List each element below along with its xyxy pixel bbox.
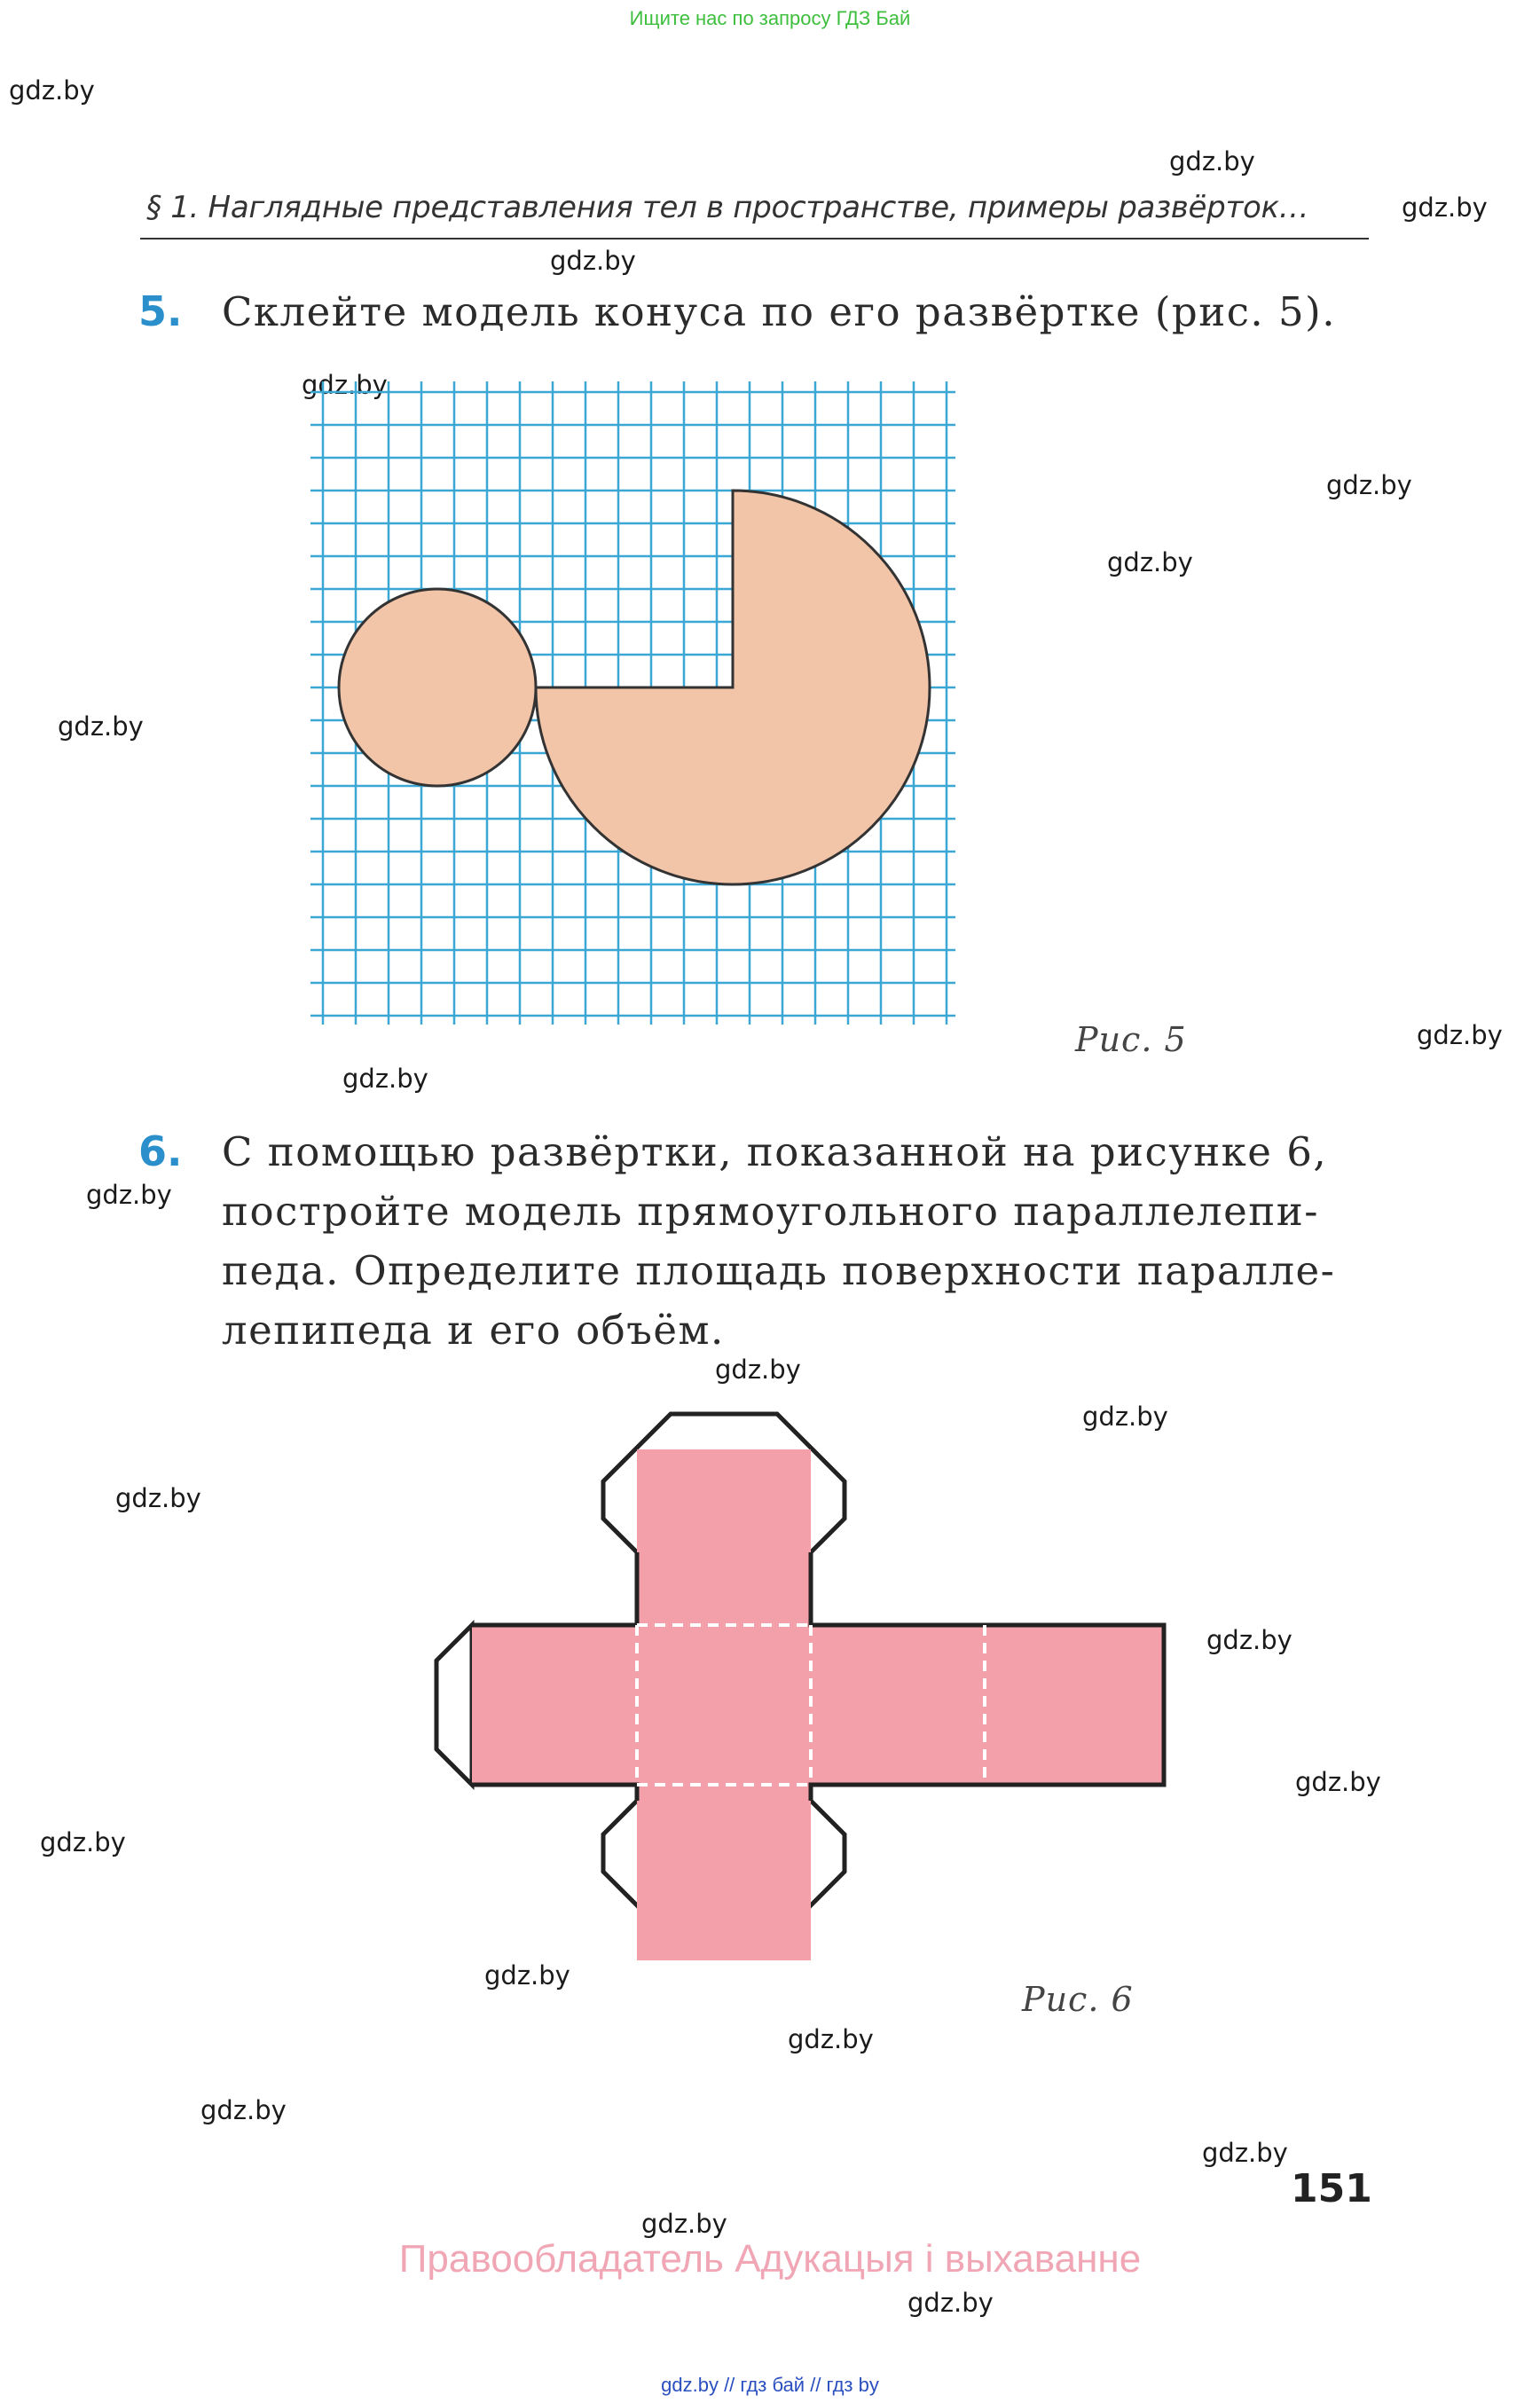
watermark: gdz.by bbox=[58, 711, 144, 742]
section-header: § 1. Наглядные представления тел в пространстве, примеры развёрток… bbox=[146, 190, 1309, 225]
cone-lateral-sector bbox=[536, 491, 930, 884]
task-6-line-4: лепипеда и его объём. bbox=[222, 1307, 725, 1354]
watermark: gdz.by bbox=[342, 1064, 428, 1094]
watermark: gdz.by bbox=[1169, 146, 1255, 177]
watermark: gdz.by bbox=[1326, 470, 1412, 500]
task-5-number: 5. bbox=[138, 287, 183, 335]
cone-base-circle bbox=[339, 589, 536, 786]
task-6-line-2: постройте модель прямоугольного параллелепи- bbox=[222, 1188, 1319, 1235]
figure-5-cone-net bbox=[310, 381, 985, 1064]
watermark: gdz.by bbox=[715, 1355, 801, 1385]
watermark: gdz.by bbox=[1417, 1020, 1503, 1050]
task-5-text: Склейте модель конуса по его развёртке (рис. 5). bbox=[222, 288, 1336, 335]
top-search-note: Ищите нас по запросу ГДЗ Бай bbox=[629, 7, 911, 29]
face-strip bbox=[472, 1625, 1164, 1785]
watermark: gdz.by bbox=[550, 246, 636, 276]
task-6-line-3: педа. Определите площадь поверхности паралле- bbox=[222, 1247, 1336, 1294]
watermark: gdz.by bbox=[1202, 2138, 1288, 2168]
watermark: gdz.by bbox=[1107, 547, 1193, 577]
face-top bbox=[637, 1449, 811, 1625]
watermark: gdz.by bbox=[1295, 1767, 1381, 1797]
watermark: gdz.by bbox=[86, 1180, 172, 1210]
watermark: gdz.by bbox=[484, 1960, 570, 1991]
task-6-line-1: С помощью развёртки, показанной на рисунке 6, bbox=[222, 1128, 1328, 1175]
header-divider bbox=[140, 238, 1369, 240]
watermark: gdz.by bbox=[9, 75, 95, 106]
watermark: gdz.by bbox=[200, 2095, 287, 2125]
watermark: gdz.by bbox=[302, 370, 388, 400]
watermark: gdz.by bbox=[115, 1483, 201, 1513]
copyright-notice: Правообладатель Адукацыя і выхаванне bbox=[398, 2237, 1142, 2281]
page-number: 151 bbox=[1291, 2166, 1372, 2211]
figure-6-caption: Рис. 6 bbox=[1022, 1980, 1134, 2019]
watermark: gdz.by bbox=[1082, 1402, 1168, 1432]
footer-links: gdz.by // гдз бай // гдз by bbox=[661, 2374, 879, 2396]
figure-6-box-net bbox=[417, 1410, 1171, 2022]
watermark: gdz.by bbox=[1402, 192, 1488, 223]
face-bottom bbox=[637, 1785, 811, 1960]
watermark: gdz.by bbox=[40, 1827, 126, 1857]
figure-5-caption: Рис. 5 bbox=[1075, 1020, 1187, 1059]
watermark: gdz.by bbox=[908, 2288, 994, 2318]
task-6-number: 6. bbox=[138, 1127, 183, 1175]
watermark: gdz.by bbox=[788, 2024, 874, 2054]
watermark: gdz.by bbox=[641, 2209, 727, 2239]
watermark: gdz.by bbox=[1206, 1625, 1292, 1655]
glue-flap-left bbox=[436, 1625, 472, 1785]
